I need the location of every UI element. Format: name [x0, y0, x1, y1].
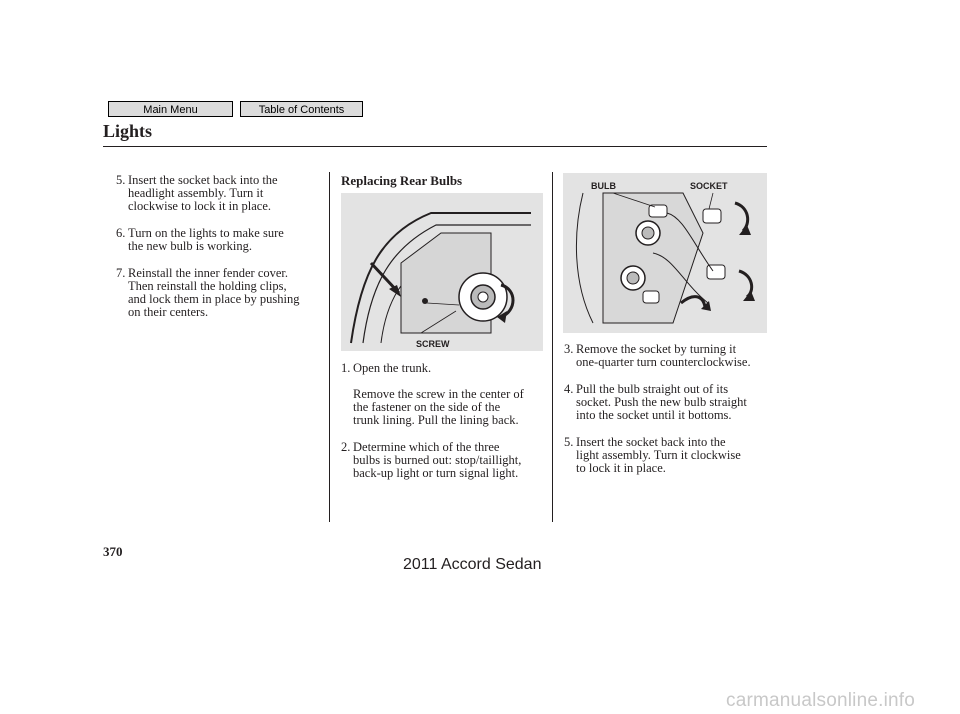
trunk-lining-illustration	[341, 193, 543, 351]
model-footer: 2011 Accord Sedan	[403, 556, 542, 573]
section-title: Lights	[103, 121, 153, 141]
main-menu-button[interactable]: Main Menu	[108, 101, 233, 117]
rear-light-socket-illustration	[563, 173, 767, 333]
section-heading: Replacing Rear Bulbs	[341, 173, 463, 188]
socket-caption: SOCKET	[690, 181, 728, 191]
bulb-caption: BULB	[591, 181, 616, 191]
column-divider-right	[552, 172, 553, 522]
header-rule	[103, 146, 767, 147]
screw-caption: SCREW	[416, 339, 450, 349]
site-watermark: carmanualsonline.info	[726, 690, 916, 711]
page-number: 370	[103, 544, 123, 559]
table-of-contents-button[interactable]: Table of Contents	[240, 101, 363, 117]
trunk-illustration-graphic	[341, 193, 543, 351]
step-paragraph: Remove the screw in the center of the fastener on the side of the trunk lining. Pull the lining back.	[353, 387, 524, 427]
rear-light-illustration-graphic	[563, 173, 767, 333]
column-divider-left	[329, 172, 330, 522]
